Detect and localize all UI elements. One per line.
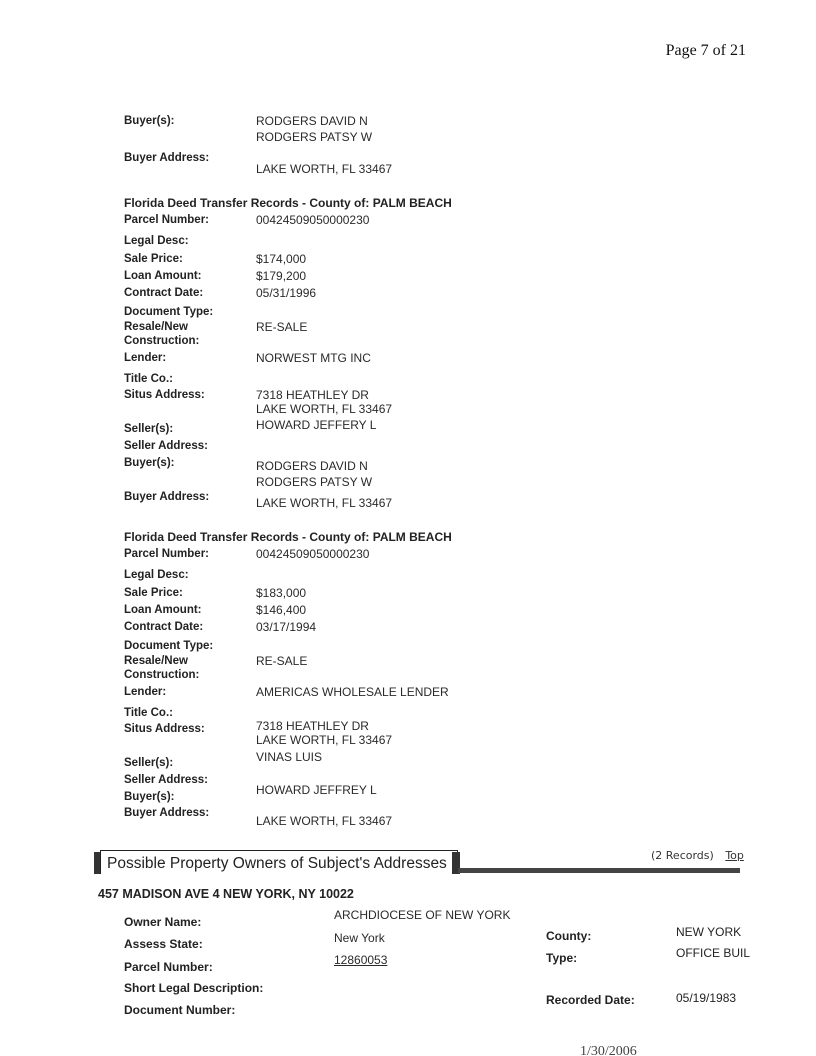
buyer-name: RODGERS DAVID N <box>256 459 368 473</box>
county-value: NEW YORK <box>676 925 742 939</box>
sellers-label: Seller(s): <box>124 757 174 769</box>
document-type-label: Document Type: <box>124 306 214 318</box>
parcel-label: Parcel Number: <box>124 214 210 226</box>
parcel-label: Parcel Number: <box>124 960 213 974</box>
buyer-address-value: LAKE WORTH, FL 33467 <box>256 496 393 510</box>
situs-address-value <box>256 388 392 416</box>
sale-price-label: Sale Price: <box>124 587 183 599</box>
buyer-name: HOWARD JEFFREY L <box>256 783 377 797</box>
footer-date-fragment: 1/30/2006 <box>580 1044 637 1056</box>
top-link[interactable]: Top <box>725 849 744 862</box>
owner-name-value: ARCHDIOCESE OF NEW YORK <box>334 908 511 922</box>
buyer-name: RODGERS DAVID N <box>256 114 368 128</box>
type-value: OFFICE BUIL <box>676 946 751 960</box>
owner-details <box>124 905 764 1025</box>
situs-address-label: Situs Address: <box>124 389 205 401</box>
contract-date-value: 05/31/1996 <box>256 286 317 300</box>
situs-address-label: Situs Address: <box>124 723 205 735</box>
lender-label: Lender: <box>124 686 167 698</box>
resale-value: RE-SALE <box>256 320 308 334</box>
situs-line: 7318 HEATHLEY DR <box>256 719 369 733</box>
buyer-address-label: Buyer Address: <box>124 152 210 164</box>
sale-price-value: $183,000 <box>256 586 307 600</box>
buyers-label: Buyer(s): <box>124 115 175 127</box>
document-number-label: Document Number: <box>124 1003 236 1017</box>
situs-line: LAKE WORTH, FL 33467 <box>256 402 393 416</box>
recorded-date-label: Recorded Date: <box>546 993 635 1007</box>
buyer-address-value: LAKE WORTH, FL 33467 <box>256 814 393 828</box>
owner-name-label: Owner Name: <box>124 915 202 929</box>
contract-date-label: Contract Date: <box>124 621 204 633</box>
resale-label-line: Resale/New <box>124 321 188 333</box>
section-meta <box>651 849 744 862</box>
situs-line: LAKE WORTH, FL 33467 <box>256 733 393 747</box>
resale-label-line: Resale/New <box>124 655 188 667</box>
short-legal-label: Short Legal Description: <box>124 981 264 995</box>
buyer-address-label: Buyer Address: <box>124 807 210 819</box>
owners-section-header <box>94 850 740 874</box>
loan-amount-label: Loan Amount: <box>124 604 202 616</box>
lender-label: Lender: <box>124 352 167 364</box>
section-bar-rule <box>458 868 740 873</box>
resale-label-line: Construction: <box>124 669 200 681</box>
parcel-label: Parcel Number: <box>124 548 210 560</box>
sellers-value: VINAS LUIS <box>256 750 323 764</box>
recorded-date-value: 05/19/1983 <box>676 991 737 1005</box>
sellers-label: Seller(s): <box>124 423 174 435</box>
title-co-label: Title Co.: <box>124 373 173 385</box>
buyer-name: RODGERS PATSY W <box>256 130 373 144</box>
page-number: Page 7 of 21 <box>665 42 746 59</box>
buyer-address-label: Buyer Address: <box>124 491 210 503</box>
sellers-value: HOWARD JEFFERY L <box>256 418 377 432</box>
record-heading: Florida Deed Transfer Records - County of: PALM BEACH <box>124 530 452 544</box>
sale-price-label: Sale Price: <box>124 253 183 265</box>
buyers-label: Buyer(s): <box>124 457 175 469</box>
legal-desc-label: Legal Desc: <box>124 569 189 581</box>
resale-label <box>124 320 199 348</box>
parcel-value: 00424509050000230 <box>256 547 370 561</box>
title-co-label: Title Co.: <box>124 707 173 719</box>
county-label: County: <box>546 929 592 943</box>
buyers-value <box>256 459 372 489</box>
loan-amount-value: $146,400 <box>256 603 307 617</box>
sale-price-value: $174,000 <box>256 252 307 266</box>
assess-state-label: Assess State: <box>124 937 203 951</box>
record-heading: Florida Deed Transfer Records - County of: PALM BEACH <box>124 196 452 210</box>
resale-value: RE-SALE <box>256 654 308 668</box>
buyers-value <box>256 114 372 144</box>
situs-address-value <box>256 719 392 747</box>
loan-amount-value: $179,200 <box>256 269 307 283</box>
assess-state-value: New York <box>334 931 385 945</box>
parcel-link[interactable]: 12860053 <box>334 953 388 967</box>
type-label: Type: <box>546 951 578 965</box>
lender-value: AMERICAS WHOLESALE LENDER <box>256 685 449 699</box>
buyer-name: RODGERS PATSY W <box>256 475 373 489</box>
section-title: Possible Property Owners of Subject's Addresses <box>100 850 458 874</box>
parcel-value: 00424509050000230 <box>256 213 370 227</box>
record-count: (2 Records) <box>651 849 714 862</box>
seller-address-label: Seller Address: <box>124 774 208 786</box>
contract-date-label: Contract Date: <box>124 287 204 299</box>
property-address-heading: 457 MADISON AVE 4 NEW YORK, NY 10022 <box>98 887 354 901</box>
buyers-label: Buyer(s): <box>124 791 175 803</box>
buyers-value <box>256 783 377 797</box>
document-type-label: Document Type: <box>124 640 214 652</box>
loan-amount-label: Loan Amount: <box>124 270 202 282</box>
resale-label <box>124 654 199 682</box>
lender-value: NORWEST MTG INC <box>256 351 371 365</box>
seller-address-label: Seller Address: <box>124 440 208 452</box>
buyer-address-value: LAKE WORTH, FL 33467 <box>256 162 393 176</box>
resale-label-line: Construction: <box>124 335 200 347</box>
situs-line: 7318 HEATHLEY DR <box>256 388 369 402</box>
contract-date-value: 03/17/1994 <box>256 620 317 634</box>
legal-desc-label: Legal Desc: <box>124 235 189 247</box>
